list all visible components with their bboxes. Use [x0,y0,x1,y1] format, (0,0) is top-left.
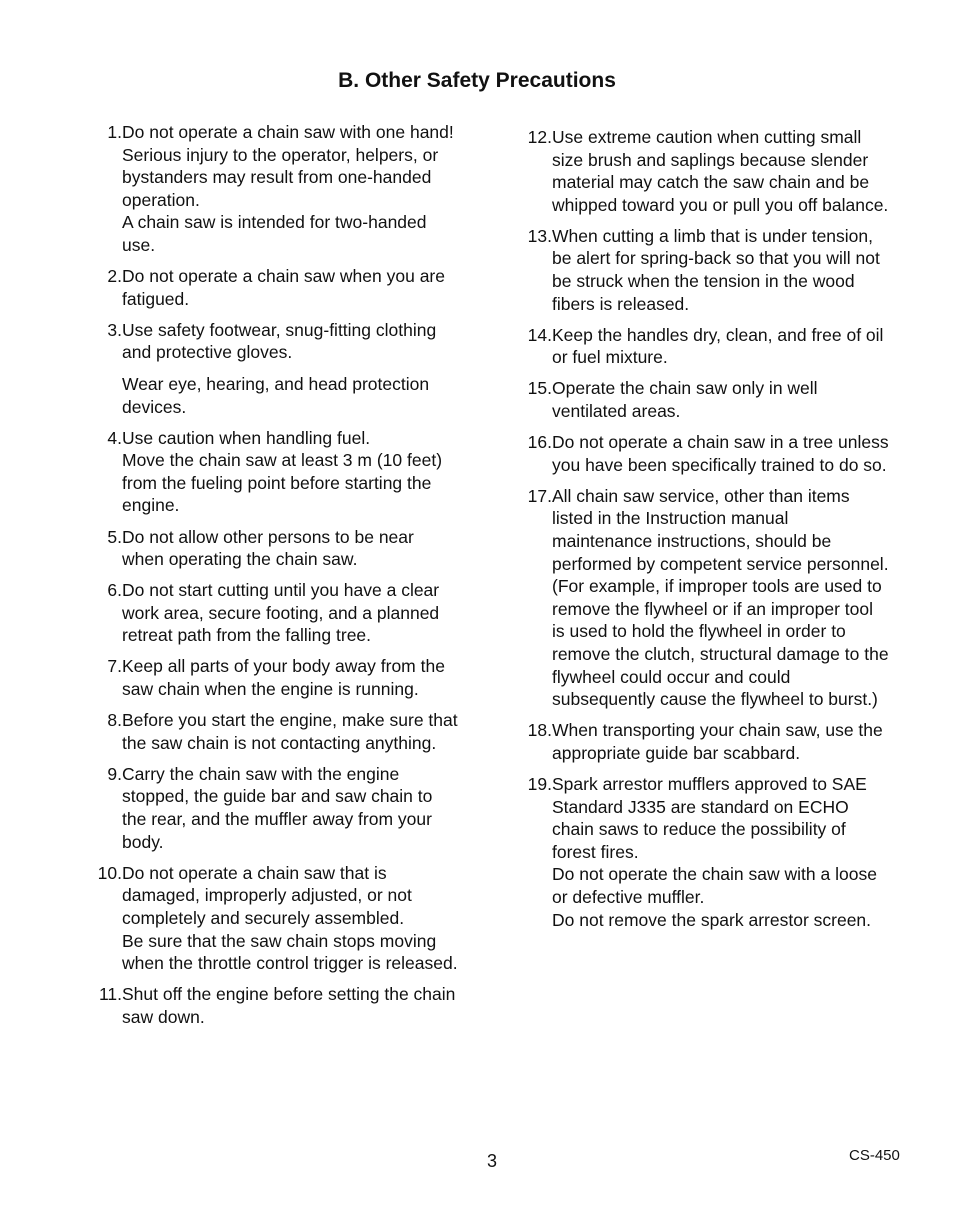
item-number: 11. [98,984,122,1005]
item-text: Carry the chain saw with the engine stopped, the guide bar and saw chain to the rear, and the muffler away from your body. [122,763,433,852]
item-text: Be sure that the saw chain stops moving when the throttle control trigger is released. [122,930,458,974]
page-title: B. Other Safety Precautions [338,69,616,92]
list-item [90,121,460,257]
item-number: 2. [107,266,122,287]
list-item [520,719,890,764]
list-item [520,324,890,369]
item-text: Do not start cutting until you have a clear work area, secure footing, and a planned retreat path from the falling tree. [122,580,440,646]
item-number: 5. [107,526,122,547]
item-text: Do not operate a chain saw that is damaged, improperly adjusted, or not completely and securely assembled. [122,862,412,928]
list-item [90,265,460,310]
item-text: All chain saw service, other than items listed in the Instruction manual maintenance instructions, should be performed by competent service personnel. [552,485,889,574]
item-number: 9. [107,763,122,784]
item-text: (For example, if improper tools are used to remove the flywheel or if an improper tool is used to hold the flywheel in order to remove the clutch, structural damage to the flywheel could occur and could subsequently cause the flywheel to burst.) [552,576,889,710]
list-item [90,526,460,571]
item-text: Operate the chain saw only in well ventilated areas. [552,378,818,422]
list-item [520,431,890,476]
item-number: 3. [107,319,122,340]
item-text: Use caution when handling fuel. [122,427,371,448]
item-number: 19. [527,773,552,794]
item-text: A chain saw is intended for two-handed use. [122,212,427,255]
list-item [520,126,890,216]
right-column [520,126,890,940]
item-number: 16. [527,432,552,453]
list-item [90,862,460,975]
item-text: Do not operate the chain saw with a loose or defective muffler. [552,864,877,907]
item-text: Do not remove the spark arrestor screen. [552,909,872,930]
list-item [90,655,460,700]
item-text: Before you start the engine, make sure that the saw chain is not contacting anything. [122,710,458,753]
list-item [520,773,890,931]
item-text: Use safety footwear, snug-fitting clothing and protective gloves. [122,319,437,363]
item-text: Do not operate a chain saw when you are fatigued. [122,266,445,309]
item-text: Spark arrestor mufflers approved to SAE Standard J335 are standard on ECHO chain saws to reduce the possibility of forest fires. [552,773,867,862]
item-text: When cutting a limb that is under tension, be alert for spring-back so that you will not be struck when the tension in the wood fibers is released. [552,225,880,314]
list-item [90,763,460,853]
page-number: 3 [486,1151,497,1171]
item-text: Move the chain saw at least 3 m (10 feet) from the fueling point before starting the engine. [122,450,443,516]
item-number: 17. [527,485,552,506]
item-number: 4. [107,427,122,448]
list-item [520,485,890,711]
item-text: Keep the handles dry, clean, and free of oil or fuel mixture. [552,324,884,368]
list-item [520,225,890,315]
item-number: 14. [527,324,552,345]
model-code: CS-450 [849,1147,900,1164]
item-number: 12. [527,127,552,147]
item-text: Do not operate a chain saw with one hand! Serious injury to the operator, helpers, or bystanders may result from one-handed operation. [122,122,454,210]
list-item [90,319,460,418]
item-text: Do not allow other persons to be near when operating the chain saw. [122,526,414,570]
item-text: Shut off the engine before setting the chain saw down. [122,984,456,1027]
list-item [90,709,460,754]
list-item [520,377,890,422]
item-number: 6. [107,580,122,601]
item-text: Wear eye, hearing, and head protection devices. [122,373,430,417]
list-item [90,983,460,1028]
left-column [90,121,460,1037]
list-item [90,427,460,517]
item-number: 15. [527,378,552,399]
item-number: 7. [107,656,122,677]
item-text: Do not operate a chain saw in a tree unless you have been specifically trained to do so. [552,432,889,475]
item-number: 1. [107,122,122,142]
item-number: 18. [527,720,552,741]
item-text: Keep all parts of your body away from the saw chain when the engine is running. [122,656,445,700]
list-item [90,579,460,647]
item-text: Use extreme caution when cutting small size brush and saplings because slender material may catch the saw chain and be whipped toward you or pull you off balance. [552,127,889,215]
item-number: 8. [107,710,122,731]
item-text: When transporting your chain saw, use the appropriate guide bar scabbard. [552,720,883,763]
item-number: 13. [527,225,552,246]
item-number: 10. [97,862,122,883]
